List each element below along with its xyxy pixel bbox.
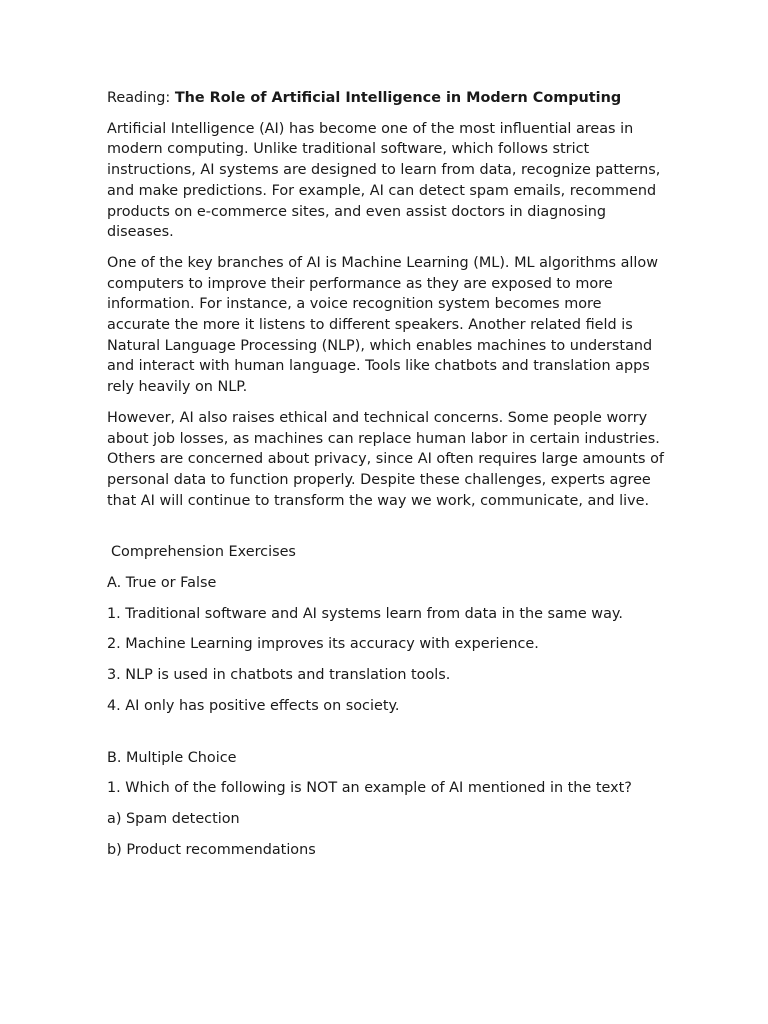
- reading-title: [107, 88, 667, 109]
- multiple-choice-option: b) Product recommendations: [107, 841, 316, 858]
- reading-paragraph: Artificial Intelligence (AI) has become one of the most influential areas in modern computing. Unlike traditional software, which follows strict instructions, AI systems are designed to learn from data, recognize patterns, and make predictions. For example, AI can detect spam emails, recommend products on e-commerce sites, and even assist doctors in diagnosing diseases.: [107, 120, 661, 241]
- reading-paragraph: However, AI also raises ethical and technical concerns. Some people worry about job losses, as machines can replace human labor in certain industries. Others are concerned about privacy, since AI often requires large amounts of personal data to function properly. Despite these challenges, experts agree that AI will continue to transform the way we work, communicate, and live.: [107, 409, 664, 509]
- section-b-heading: B. Multiple Choice: [107, 749, 237, 766]
- true-false-item: 3. NLP is used in chatbots and translation tools.: [107, 667, 451, 684]
- exercises-heading: Comprehension Exercises: [111, 544, 296, 561]
- true-false-item: 1. Traditional software and AI systems learn from data in the same way.: [107, 605, 623, 622]
- section-a-heading: A. True or False: [107, 575, 217, 592]
- multiple-choice-option: a) Spam detection: [107, 810, 240, 827]
- true-false-item: 4. AI only has positive effects on society.: [107, 697, 400, 714]
- reading-label: Reading:: [107, 90, 171, 106]
- document-page: [107, 88, 667, 870]
- reading-title-text: The Role of Artificial Intelligence in Modern Computing: [174, 90, 622, 106]
- section-spacer: [107, 727, 667, 748]
- multiple-choice-question: 1. Which of the following is NOT an example of AI mentioned in the text?: [107, 780, 632, 797]
- section-spacer: [107, 521, 667, 542]
- reading-paragraph: One of the key branches of AI is Machine Learning (ML). ML algorithms allow computers to improve their performance as they are exposed to more information. For instance, a voice recognition system becomes more accurate the more it listens to different speakers. Another related field is Natural Language Processing (NLP), which enables machines to understand and interact with human language. Tools like chatbots and translation apps rely heavily on NLP.: [107, 254, 658, 396]
- true-false-item: 2. Machine Learning improves its accuracy with experience.: [107, 636, 539, 653]
